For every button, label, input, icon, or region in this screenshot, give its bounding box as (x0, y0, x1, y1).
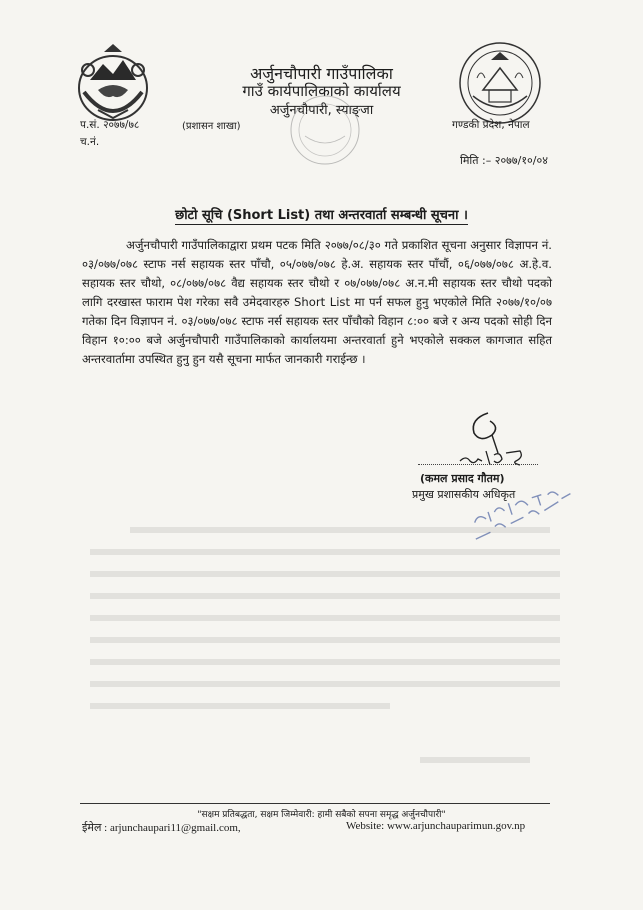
dispatch-number: च.नं. (80, 136, 100, 148)
office-stamp-icon (285, 90, 365, 170)
paper-bleed-through (90, 520, 560, 790)
signature-line (418, 464, 538, 465)
reference-number: प.सं. २०७७/७८ (80, 119, 140, 131)
office-address: अर्जुनचौपारी, स्याङ्जा (269, 103, 374, 118)
footer-motto: "सक्षम प्रतिबद्धता, सक्षम जिम्मेवारी: हामी सबैको सपना समृद्ध अर्जुनचौपारी" (197, 810, 446, 820)
notice-body (82, 236, 552, 369)
notice-date: मिति :– २०७७/१०/०४ (460, 154, 548, 167)
office-name: गाउँ कार्यपालिकाको कार्यालय (242, 82, 401, 100)
notice-subject-text: छोटो सूचि (Short List) तथा अन्तरवार्ता सम्बन्धी सूचना । (175, 208, 468, 223)
footer-email[interactable]: ईमेल : arjunchaupari11@gmail.com, (82, 822, 241, 834)
province-label: गण्डकी प्रदेश, नेपाल (452, 119, 530, 131)
reference-section: (प्रशासन शाखा) (182, 121, 241, 132)
signatory-name: (कमल प्रसाद गौतम) (420, 472, 505, 485)
notice-body-text: अर्जुनचौपारी गाउँपालिकाद्वारा प्रथम पटक मिति २०७७/०८/३० गते प्रकाशित सूचना अनुसार विज्ञापन नं. ०३/०७७/०७८ स्टाफ नर्स सहायक स्तर पाँचौ, ०५/०७७/०७८ हे.अ. सहायक स्तर पाँचौं, ०६/०७७/०७८ अ.हे.व. सहायक स्तर चौथो, ०८/०७७/०७८ वैद्य सहायक स्तर चौथो र ०७/०७७/०७८ अ.न.मी सहायक स्तर चौथो पदको लागि दरखास्त फाराम पेश गरेका सवै उमेदवारहरु Short List मा पर्न सफल हुनु भएकोले मिति २०७७/१०/०७ गतेका दिन विज्ञापन नं. ०३/०७७/०७८ स्टाफ नर्स सहायक स्तर पाँचौको विहान ८:०० बजे र अन्य पदको सोही दिन विहान १०:०० बजे अर्जुनचौपारी गाउँपालिकाको कार्यालयमा अन्तरवार्ता हुने भएकोले सक्कल कागजात सहित अन्तरवार्तामा उपस्थित हुनु हुन यसै सूचना मार्फत जानकारी गराईन्छ । (82, 238, 552, 366)
org-name: अर्जुनचौपारी गाउँपालिका (250, 64, 393, 83)
footer-website[interactable]: Website: www.arjunchauparimun.gov.np (346, 820, 526, 832)
footer-divider (80, 803, 550, 804)
signatory-title: प्रमुख प्रशासकीय अधिकृत (412, 488, 516, 501)
notice-subject (0, 205, 643, 223)
signature-icon (440, 405, 550, 473)
